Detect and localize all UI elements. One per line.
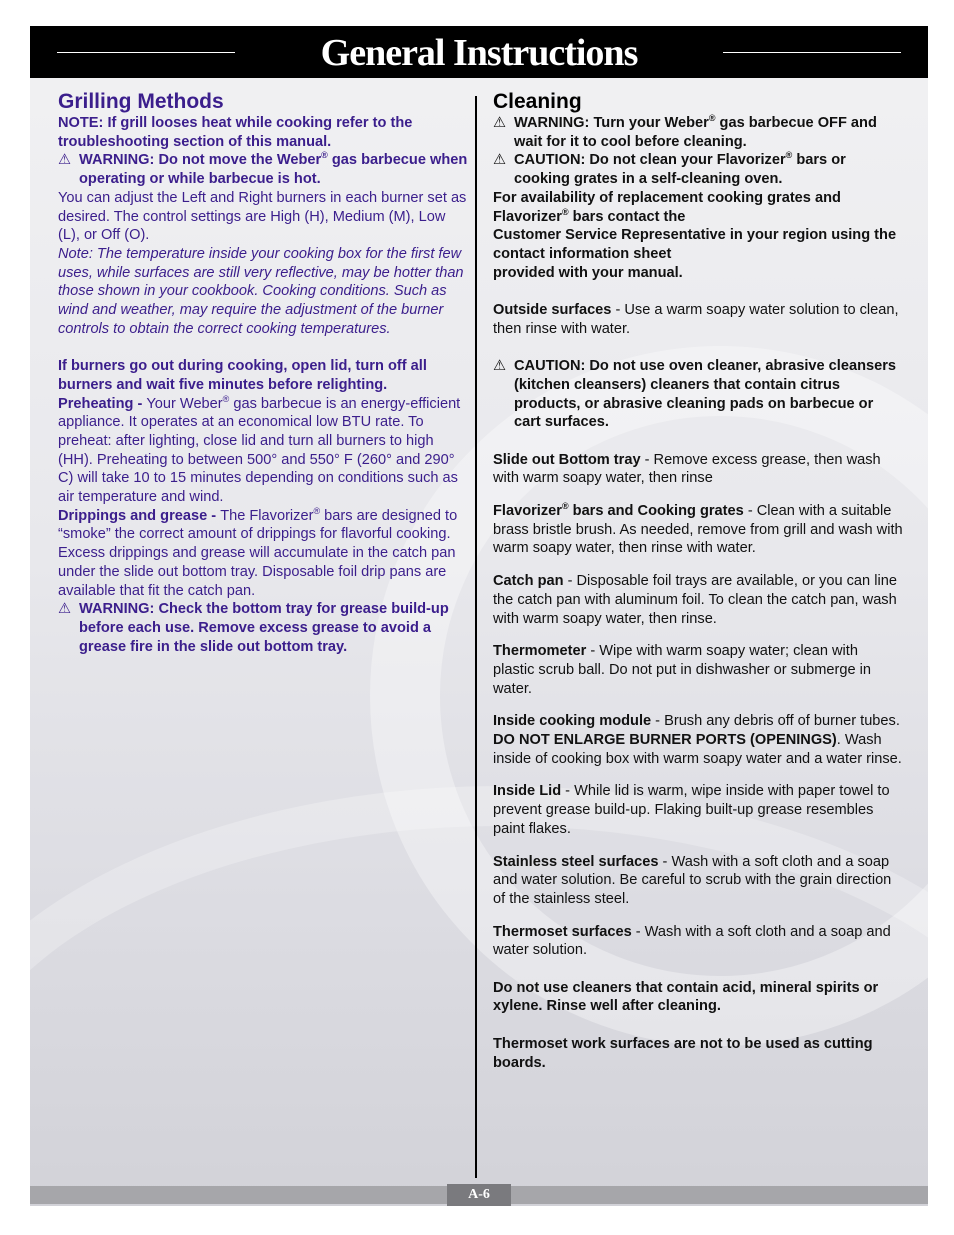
header-bar bbox=[30, 26, 928, 78]
caution-self-cleaning-oven: ⚠ CAUTION: Do not clean your Flavorizer® bars or cooking grates in a self-cleaning oven. bbox=[493, 150, 846, 188]
cleaning-column bbox=[493, 90, 903, 1072]
inside-lid-cleaning: Inside Lid - While lid is warm, wipe inside with paper towel to prevent grease build-up. Flaking built-up grease resembles paint flakes. bbox=[493, 783, 890, 837]
no-cutting-boards-warning: Thermoset work surfaces are not to be used as cutting boards. bbox=[493, 1035, 873, 1071]
warning-turn-off: ⚠ WARNING: Turn your Weber® gas barbecue OFF and wait for it to cool before cleaning. bbox=[493, 113, 877, 150]
cooking-module-cleaning: Inside cooking module - Brush any debris off of burner tubes. DO NOT ENLARGE BURNER PORTS (OPENINGS). Wash inside of cooking box with warm soapy water and a water rinse. bbox=[493, 713, 902, 767]
warning-icon: ⚠ bbox=[58, 152, 72, 169]
drippings-paragraph: Drippings and grease - The Flavorizer® bars are designed to “smoke” the correct amount of drippings for flavorful cooking. Excess drippings and grease will accumulate in the catch pan under the slide out bottom tray. Disposable foil drip pans are available that fit the catch pan. bbox=[58, 505, 458, 599]
warning-move-barbecue: ⚠ WARNING: Do not move the Weber® gas barbecue when operating or while barbecue is hot. bbox=[58, 150, 468, 188]
page-number: A-6 bbox=[447, 1184, 511, 1206]
availability-line-1: For availability of replacement cooking grates and bbox=[493, 189, 841, 206]
thermoset-cleaning: Thermoset surfaces - Wash with a soft cloth and a soap and water solution. bbox=[493, 923, 891, 959]
grilling-methods-column bbox=[58, 90, 468, 656]
cooking-temperature-note: Note: The temperature inside your cooking box for the first few uses, while surfaces are still very reflective, may be hotter than those shown in your cookbook. Cooking conditions. Such as wind and weather, may require the adjustment of the burner controls to obtain the correct cooking temperatures. bbox=[58, 245, 464, 337]
caution-oven-cleaner: ⚠ CAUTION: Do not use oven cleaner, abrasive cleansers (kitchen cleansers) cleaners that contain citrus products, or abrasive cleaning pads on barbecue or cart surfaces. bbox=[493, 358, 897, 431]
cooking-grates-cleaning: Flavorizer® bars and Cooking grates - Clean with a suitable brass bristle brush. As needed, remove from grill and wash with warm soapy water, then rinse with water. bbox=[493, 501, 903, 557]
availability-line-4: provided with your manual. bbox=[493, 264, 683, 281]
preheating-paragraph: Preheating - Your Weber® gas barbecue is an energy-efficient appliance. It operates at an economical low BTU rate. To preheat: after lighting, close lid and turn all burners to high (HH). Preheating to between 500° and 550° F (260° and 290° C) will take 10 to 15 minutes depending on conditions such as air temperature and wind. bbox=[58, 393, 461, 506]
note-troubleshooting: NOTE: If grill looses heat while cooking refer to the troubleshooting section of this manual. bbox=[58, 115, 413, 150]
burners-out-instruction: If burners go out during cooking, open lid, turn off all burners and wait five minutes before relighting. bbox=[58, 358, 427, 393]
warning-icon: ⚠ bbox=[493, 358, 507, 375]
outside-surfaces: Outside surfaces - Use a warm soapy water solution to clean, then rinse with water. bbox=[493, 302, 899, 337]
cleaning-heading: Cleaning bbox=[493, 90, 582, 113]
warning-grease-tray: ⚠ WARNING: Check the bottom tray for grease build-up before each use. Remove excess grease to avoid a grease fire in the slide out bottom tray. bbox=[58, 601, 449, 655]
thermometer-cleaning: Thermometer - Wipe with warm soapy water; clean with plastic scrub ball. Do not put in dishwasher or submerge in water. bbox=[493, 643, 872, 697]
catch-pan-cleaning: Catch pan - Disposable foil trays are available, or you can line the catch pan with aluminum foil. To clean the catch pan, wash with warm soapy water, then rinse. bbox=[493, 573, 897, 627]
grilling-methods-heading: Grilling Methods bbox=[58, 90, 224, 113]
availability-line-2: Flavorizer® bars contact the bbox=[493, 206, 686, 225]
stainless-steel-cleaning: Stainless steel surfaces - Wash with a soft cloth and a soap and water solution. Be careful to scrub with the grain direction of the stainless steel. bbox=[493, 853, 892, 907]
page-title: General Instructions bbox=[320, 32, 638, 74]
burner-settings-text: You can adjust the Left and Right burners in each burner set as desired. The control settings are High (H), Medium (M), Low (L), or Off (O). bbox=[58, 189, 467, 244]
no-acid-cleaners-warning: Do not use cleaners that contain acid, mineral spirits or xylene. Rinse well after cleaning. bbox=[493, 979, 879, 1015]
warning-icon: ⚠ bbox=[493, 115, 507, 131]
column-divider bbox=[475, 96, 477, 1178]
warning-icon: ⚠ bbox=[493, 152, 507, 169]
bottom-tray-cleaning: Slide out Bottom tray - Remove excess grease, then wash with warm soapy water, then rinse bbox=[493, 451, 881, 487]
warning-icon: ⚠ bbox=[58, 601, 72, 618]
availability-line-3: Customer Service Representative in your region using the contact information sheet bbox=[493, 227, 897, 262]
